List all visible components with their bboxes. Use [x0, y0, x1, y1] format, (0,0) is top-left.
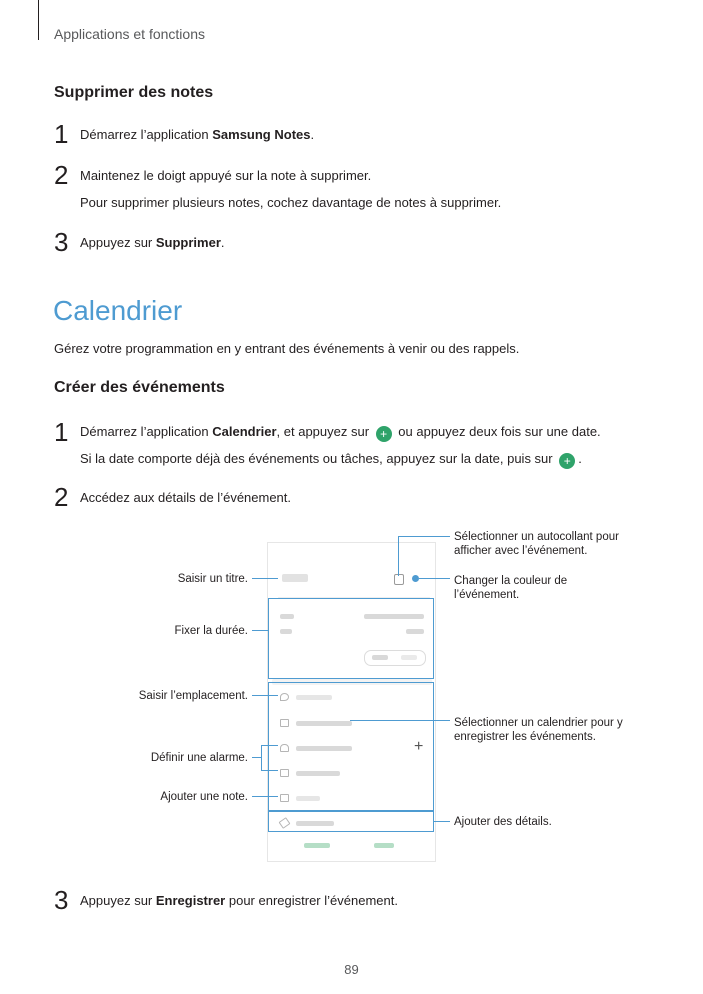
save-button [374, 843, 394, 848]
callout-color-line1: Changer la couleur de [454, 575, 568, 587]
callout-alarm: Définir une alarme. [150, 752, 248, 764]
duration-highlight [268, 598, 434, 679]
cancel-button [304, 843, 330, 848]
add-event-icon: + [376, 426, 392, 442]
title-field [282, 574, 308, 582]
leader-line [350, 720, 450, 721]
callout-sticker-line1: Sélectionner un autocollant pour [454, 531, 619, 543]
leader-line [398, 536, 450, 537]
callout-color-line2: l’événement. [454, 589, 520, 601]
delete-step-2: Maintenez le doigt appuyé sur la note à supprimer. [80, 168, 372, 183]
delete-step-2-detail: Pour supprimer plusieurs notes, cochez davantage de notes à supprimer. [80, 195, 502, 210]
callout-duration: Fixer la durée. [174, 625, 248, 637]
callout-calendar [454, 716, 623, 744]
callout-title: Saisir un titre. [177, 573, 248, 585]
create-events-title: Créer des événements [54, 379, 225, 396]
callout-location: Saisir l’emplacement. [138, 690, 248, 702]
section-header: Applications et fonctions [54, 26, 205, 42]
leader-line [261, 770, 278, 771]
step-number: 2 [54, 482, 69, 512]
header-rule [38, 0, 39, 40]
callout-details: Ajouter des détails. [454, 816, 552, 828]
delete-step-3: Appuyez sur Supprimer. [80, 235, 225, 250]
event-fields-highlight [268, 682, 434, 812]
leader-line [398, 536, 399, 576]
step-number: 3 [54, 227, 69, 257]
step-number: 2 [54, 160, 69, 190]
sticker-icon [394, 574, 404, 585]
leader-line [252, 796, 278, 797]
calendar-title: Calendrier [53, 295, 183, 326]
leader-line [252, 695, 278, 696]
step-number: 3 [54, 885, 69, 915]
color-dot [412, 575, 419, 582]
calendar-step-1: Démarrez l’application Calendrier, et appuyez sur + ou appuyez deux fois sur une date. [80, 424, 601, 441]
leader-line [419, 578, 450, 579]
callout-color [454, 574, 567, 602]
delete-notes-title: Supprimer des notes [54, 84, 214, 101]
delete-step-1: Démarrez l’application Samsung Notes. [80, 127, 315, 142]
callout-sticker-line2: afficher avec l’événement. [454, 545, 588, 557]
leader-line [252, 630, 269, 631]
step-number: 1 [54, 119, 69, 149]
step-number: 1 [54, 417, 69, 447]
add-event-icon: + [559, 453, 575, 469]
page-number: 89 [344, 962, 359, 977]
calendar-step-3: Appuyez sur Enregistrer pour enregistrer l’événement. [80, 893, 398, 908]
callout-sticker [454, 530, 619, 558]
callout-note: Ajouter une note. [160, 791, 248, 803]
calendar-step-2: Accédez aux détails de l’événement. [80, 490, 292, 505]
leader-line [252, 757, 261, 758]
details-highlight [268, 810, 434, 832]
callout-calendar-line2: enregistrer les événements. [454, 731, 596, 743]
calendar-intro: Gérez votre programmation en y entrant des événements à venir ou des rappels. [54, 341, 520, 356]
leader-line [252, 578, 278, 579]
calendar-step-1-detail: Si la date comporte déjà des événements ou tâches, appuyez sur la date, puis sur + . [80, 451, 582, 468]
callout-calendar-line1: Sélectionner un calendrier pour y [454, 717, 623, 729]
add-alarm-icon: + [414, 738, 424, 755]
leader-line [261, 745, 262, 770]
leader-line [433, 821, 450, 822]
leader-line [261, 745, 278, 746]
